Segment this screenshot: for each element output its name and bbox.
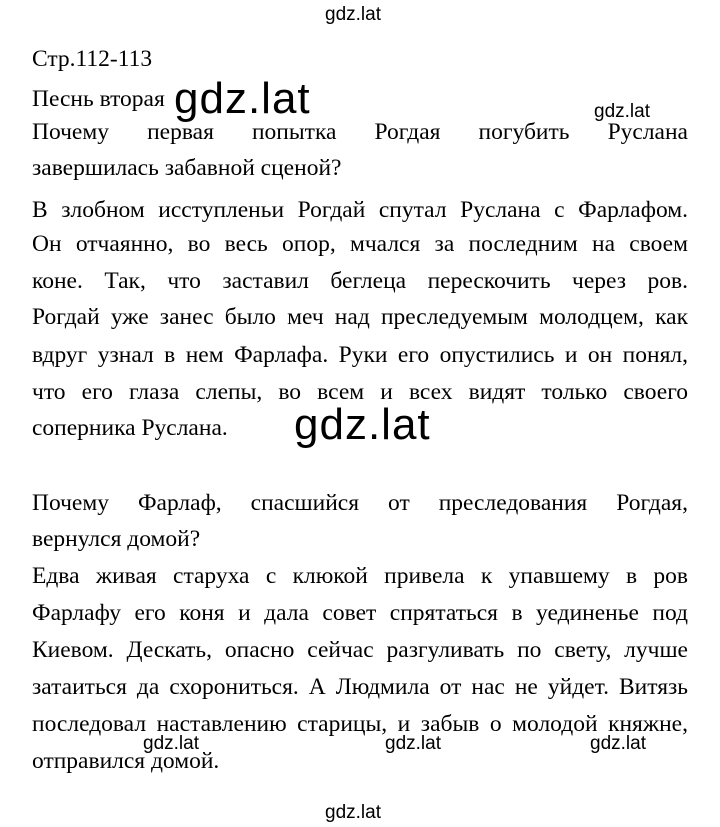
answer-1-line-7: соперника Руслана. <box>32 415 228 441</box>
answer-1-line-1: В злобном исступленьи Рогдай спутал Руслана с Фарлафом. <box>32 197 688 223</box>
question-1-line-1: Почему первая попытка Рогдая погубить Руслана <box>32 119 688 145</box>
watermark-footer: gdz.lat <box>325 802 381 823</box>
watermark-bottom-center: gdz.lat <box>385 733 441 754</box>
answer-2-line-3: Киевом. Дескать, опасно сейчас разгуливать по свету, лучше <box>32 637 688 663</box>
answer-2-line-1: Едва живая старуха с клюкой привела к упавшему в ров <box>32 563 688 589</box>
answer-2-line-6: отправился домой. <box>32 748 220 774</box>
answer-1-line-2: Он отчаянно, во весь опор, мчался за последним на своем <box>32 231 688 257</box>
watermark-top: gdz.lat <box>325 4 381 25</box>
watermark-big-top: gdz.lat <box>174 74 311 123</box>
watermark-big-middle: gdz.lat <box>294 400 431 449</box>
answer-1-line-5: вдруг узнал в нем Фарлафа. Руки его опустились и он понял, <box>32 342 688 368</box>
watermark-right-top: gdz.lat <box>594 101 650 122</box>
watermark-bottom-right: gdz.lat <box>590 733 646 754</box>
question-1-line-2: завершилась забавной сценой? <box>32 155 342 181</box>
watermark-bottom-left: gdz.lat <box>143 733 199 754</box>
answer-1-line-4: Рогдай уже занес было меч над преследуемым молодцем, как <box>32 304 688 330</box>
question-2-line-2: вернулся домой? <box>32 526 201 552</box>
answer-1-line-6: что его глаза слепы, во всем и всех видят только своего <box>32 379 688 405</box>
question-2-line-1: Почему Фарлаф, спасшийся от преследования Рогдая, <box>32 490 688 516</box>
answer-2-line-2: Фарлафу его коня и дала совет спрятаться в уединенье под <box>32 600 688 626</box>
answer-2-line-5: последовал наставлению старицы, и забыв о молодой княжне, <box>32 711 688 737</box>
section-title: Песнь вторая <box>32 86 165 112</box>
answer-2-line-4: затаиться да схорониться. А Людмила от нас не уйдет. Витязь <box>32 674 688 700</box>
page-reference: Стр.112-113 <box>32 46 153 72</box>
answer-1-line-3: коне. Так, что заставил беглеца перескочить через ров. <box>32 268 688 294</box>
